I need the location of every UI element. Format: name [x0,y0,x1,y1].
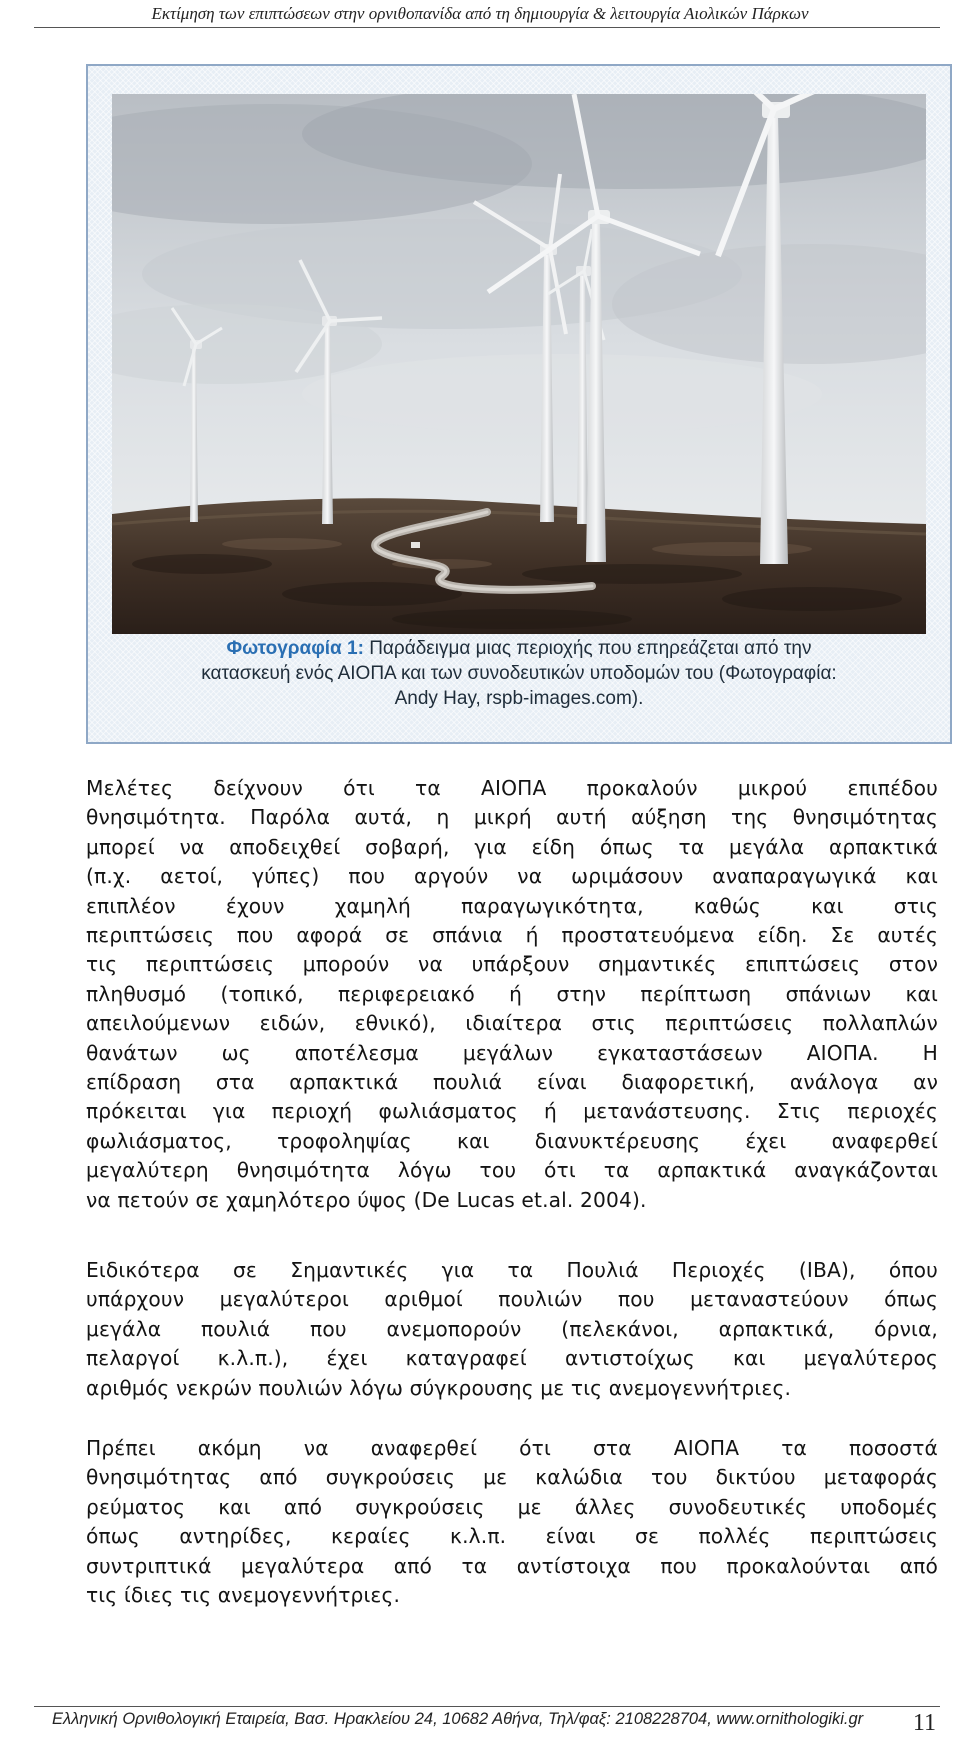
caption-line-2: κατασκευή ενός ΑΙΟΠΑ και των συνοδευτικών υποδομών του (Φωτογραφία: [201,663,837,684]
header-divider [34,27,940,28]
text-line: τις περιπτώσεις μπορούν να υπάρξουν σημαντικές επιπτώσεις στον [86,952,938,977]
paragraph-3 [86,1434,938,1610]
text-line: αριθμός νεκρών πουλιών λόγω σύγκρουσης με τις ανεμογεννήτριες. [86,1375,792,1400]
text-line: μεγάλα πουλιά που ανεμοπορούν (πελεκάνοι, αρπακτικά, όρνια, [86,1316,938,1341]
text-line: ρεύματος και από συγκρούσεις με άλλες συνοδευτικές υποδομές [86,1494,938,1519]
footer-text: Ελληνική Ορνιθολογική Εταιρεία, Βασ. Ηρακλείου 24, 10682 Αθήνα, Τηλ/φαξ: 2108228704, www.ornithologiki.gr [52,1710,864,1728]
figure-caption [100,636,938,711]
text-line: υπάρχουν μεγαλύτεροι αριθμοί πουλιών που μεταναστεύουν όπως [86,1287,938,1312]
text-line: Μελέτες δείχνουν ότι τα ΑΙΟΠΑ προκαλούν μικρού επιπέδου [86,776,938,800]
caption-lead: Φωτογραφία 1: [226,638,364,659]
text-line: Πρέπει ακόμη να αναφερθεί ότι στα ΑΙΟΠΑ τα ποσοστά [86,1436,938,1460]
text-line: θνησιμότητα. Παρόλα αυτά, η μικρή αυτή αύξηση της θνησιμότητας [86,805,938,830]
text-line: μπορεί να αποδειχθεί σοβαρή, για είδη όπως τα μεγάλα αρπακτικά [86,834,938,859]
text-line: συντριπτικά μεγαλύτερα από τα αντίστοιχα που προκαλούνται από [86,1553,938,1578]
caption-text-1: Παράδειγμα μιας περιοχής που επηρεάζεται από την [369,638,812,659]
wind-farm-photo [112,94,926,634]
text-line: απειλούμενων ειδών, εθνικό), ιδιαίτερα στις περιπτώσεις πολλαπλών [86,1011,938,1036]
header-title: Εκτίμηση των επιπτώσεων στην ορνιθοπανίδα από τη δημιουργία & λειτουργία Αιολικών Πάρκων [151,4,809,23]
text-line: πληθυσμό (τοπικό, περιφερειακό ή στην περίπτωση σπάνιων και [86,981,938,1006]
paragraph-2 [86,1256,938,1403]
paragraph-1 [86,774,938,1215]
caption-line-1 [100,636,938,661]
text-line: να πετούν σε χαμηλότερο ύψος (De Lucas et.al. 2004). [86,1187,647,1212]
text-line: όπως αντηρίδες, κεραίες κ.λ.π. είναι σε πολλές περιπτώσεις [86,1524,938,1549]
caption-line-3: Andy Hay, rspb-images.com). [394,688,644,709]
text-line: Ειδικότερα σε Σημαντικές για τα Πουλιά Περιοχές (ΙΒΑ), όπου [86,1258,938,1282]
footer-divider [34,1706,940,1707]
text-line: θανάτων ως αποτέλεσμα μεγάλων εγκαταστάσεων ΑΙΟΠΑ. Η [86,1040,938,1065]
text-line: πελαργοί κ.λ.π.), έχει καταγραφεί αντιστοίχως και μεγαλύτερος [86,1346,938,1371]
text-line: τις ίδιες τις ανεμογεννήτριες. [86,1583,401,1608]
text-line: επιπλέον έχουν χαμηλή παραγωγικότητα, καθώς και στις [86,893,938,918]
text-line: θνησιμότητας από συγκρούσεις με καλώδια του δικτύου μεταφοράς [86,1465,938,1490]
text-line: (π.χ. αετοί, γύπες) που αργούν να ωριμάσουν αναπαραγωγικά και [86,864,938,889]
text-line: πρόκειται για περιοχή φωλιάσματος ή μετανάστευσης. Στις περιοχές [86,1099,938,1124]
page-number: 11 [912,1710,936,1736]
text-line: φωλιάσματος, τροφοληψίας και διανυκτέρευσης έχει αναφερθεί [86,1128,938,1153]
running-header [0,0,960,34]
text-line: μεγαλύτερη θνησιμότητα λόγω του ότι τα αρπακτικά αναγκάζονται [86,1158,938,1183]
text-line: περιπτώσεις που αφορά σε σπάνια ή προστατευόμενα είδη. Σε αυτές [86,923,938,948]
text-line: επίδραση στα αρπακτικά πουλιά είναι διαφορετική, ανάλογα αν [86,1070,938,1095]
